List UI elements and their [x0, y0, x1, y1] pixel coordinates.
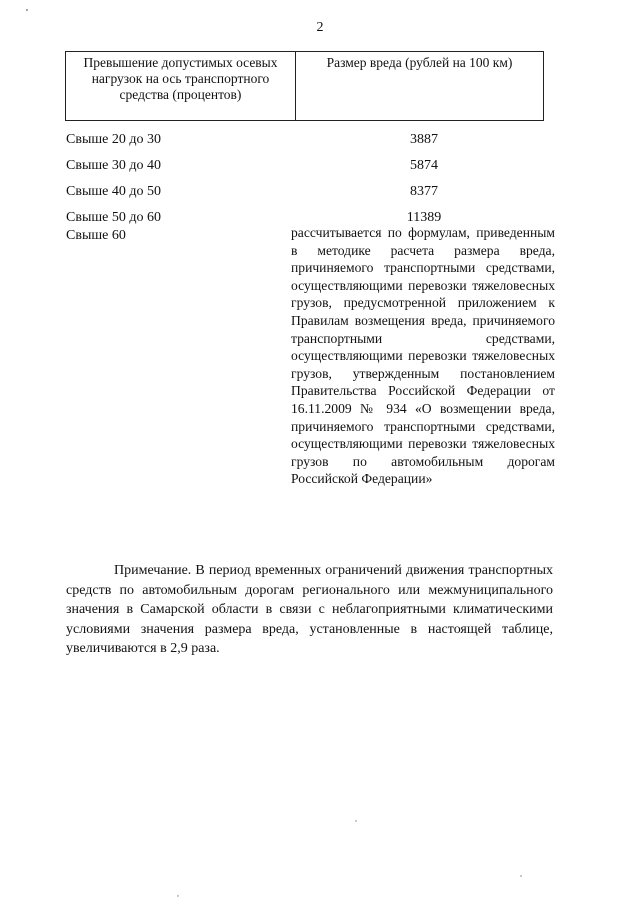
scan-speck — [26, 9, 28, 11]
header-overload-percent: Превышение допустимых осевых нагрузок на ось транспортного средства (процентов) — [66, 52, 296, 121]
row-label: Свыше 30 до 40 — [66, 158, 161, 173]
row-label: Свыше 20 до 30 — [66, 132, 161, 147]
row-label: Свыше 40 до 50 — [66, 184, 161, 199]
header-damage-amount: Размер вреда (рублей на 100 км) — [296, 52, 544, 121]
table-body — [66, 128, 556, 232]
row-label: Свыше 60 — [66, 228, 126, 243]
scan-speck — [177, 895, 178, 896]
table-row — [66, 128, 556, 154]
row-label: Свыше 50 до 60 — [66, 210, 161, 225]
table-row — [66, 154, 556, 180]
scan-speck — [520, 875, 521, 876]
row-value: 3887 — [410, 132, 438, 147]
table-header — [65, 51, 544, 121]
row-value: 8377 — [410, 184, 438, 199]
table-row — [66, 180, 556, 206]
note-paragraph: Примечание. В период временных ограничений движения транспортных средств по автомобильным дорогам регионального или межмуниципального значения в Самарской области в связи с неблагоприятными климатическими условиями значения размера вреда, установленные в настоящей таблице, увеличиваются в 2,9 раза. — [66, 563, 553, 656]
formula-reference-text: рассчитывается по формулам, приведенным в методике расчета размера вреда, причиняемого транспортными средствами, осуществляющими перевозки тяжеловесных грузов, предусмотренной приложением к Правилам возмещения вреда, причиняемого транспортными средствами, осуществляющими перевозки тяжеловесных грузов, утвержденным постановлением Правительства Российской Федерации от 16.11.2009 № 934 «О возмещении вреда, причиняемого транспортными средствами, осуществляющими перевозки тяжеловесных грузов по автомобильным дорогам Российской Федерации» — [291, 225, 555, 487]
scan-speck — [355, 820, 356, 821]
row-value: 5874 — [410, 158, 438, 173]
row-value: 11389 — [406, 210, 442, 225]
page-number: 2 — [316, 20, 324, 35]
